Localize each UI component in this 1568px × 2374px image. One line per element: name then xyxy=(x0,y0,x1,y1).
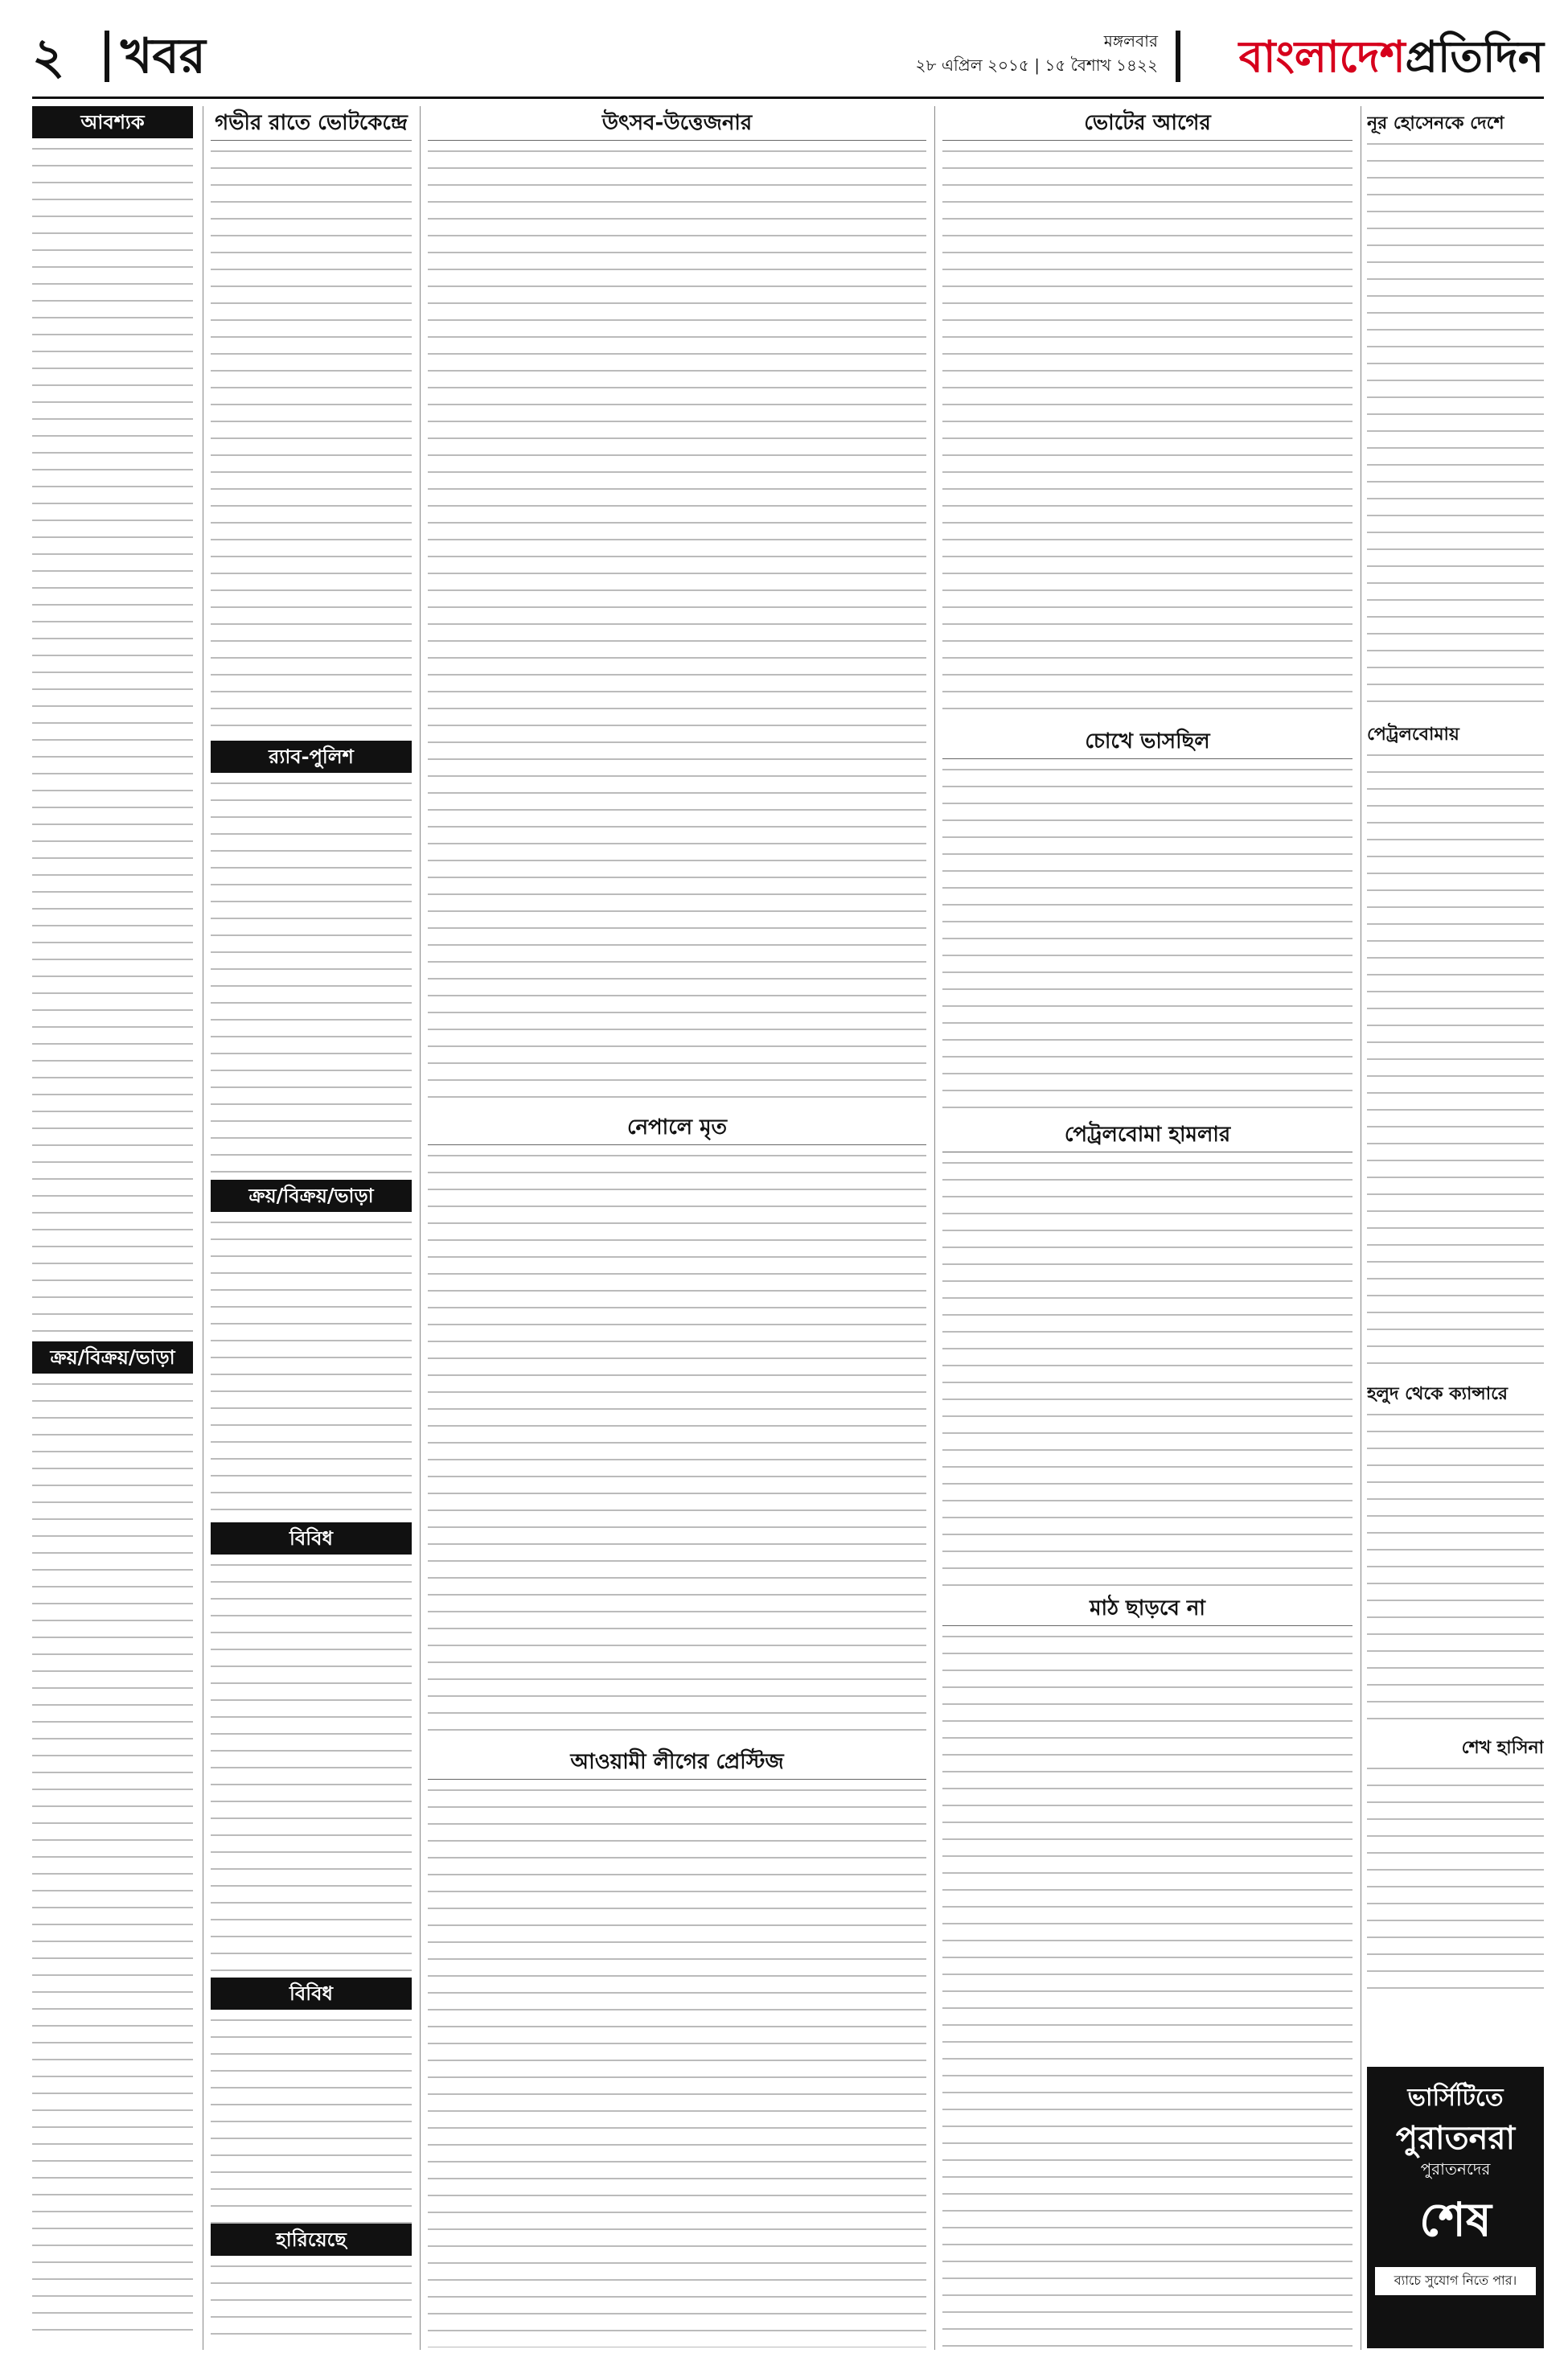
sale2-body xyxy=(211,1217,412,1522)
rab-body xyxy=(211,778,412,1180)
right-center-column xyxy=(942,106,1353,2350)
headline-awami: আওয়ামী লীগের প্রেস্টিজ xyxy=(428,1748,926,1780)
headline-before-vote: ভোটের আগের xyxy=(942,109,1353,141)
headline-petrol-attack: পেট্রলবোমা হামলার xyxy=(942,1121,1353,1152)
headline-leave-field: মাঠ ছাড়বে না xyxy=(942,1595,1353,1626)
festival-body xyxy=(428,146,926,1111)
middle-left-column xyxy=(211,106,412,2350)
headline-nepal: নেপালে মৃত xyxy=(428,1114,926,1145)
masthead-divider-right xyxy=(1176,31,1180,82)
masthead-divider xyxy=(105,31,109,82)
lost-header: হারিয়েছে xyxy=(211,2224,412,2256)
section-title: খবর xyxy=(121,28,206,84)
rab-header: র‍্যাব-পুলিশ xyxy=(211,741,412,773)
misc2-body xyxy=(211,2015,412,2224)
sale-listings xyxy=(32,1378,193,2343)
misc2-header: বিবিধ xyxy=(211,1978,412,2010)
needed-listings xyxy=(32,143,193,1341)
column-rule xyxy=(934,106,935,2350)
misc-body xyxy=(211,1559,412,1978)
headline-sheikh-hasina: শেখ হাসিনা xyxy=(1461,1737,1544,1758)
ad-line-4: শেষ xyxy=(1419,2192,1492,2247)
petrol-attack-body xyxy=(942,1157,1353,1592)
leave-field-body xyxy=(942,1631,1353,2350)
yellow-cancer-body xyxy=(1367,1409,1544,1731)
sheikh-hasina-body xyxy=(1367,1763,1544,2004)
sale-header: ক্রয়/বিক্রয়/ভাড়া xyxy=(32,1341,193,1374)
headline-petrol-bomb: পেট্রলবোমায় xyxy=(1367,724,1459,745)
ad-line-5: ব্যাচে সুযোগ নিতে পার। xyxy=(1375,2267,1536,2295)
page-number: ২ xyxy=(32,27,65,85)
headline-late-night: গভীর রাতে ভোটকেন্দ্রে xyxy=(211,109,412,141)
ad-line-1: ভার্সিটিতে xyxy=(1407,2084,1504,2112)
needed-header: আবশ্যক xyxy=(32,106,193,138)
headline-yellow-cancer: হলুদ থেকে ক্যান্সারে xyxy=(1367,1383,1508,1404)
newspaper-logo xyxy=(1239,24,1544,88)
nepal-body xyxy=(428,1150,926,1745)
sight-danger-body xyxy=(942,764,1353,1118)
coaching-advertisement xyxy=(1367,2067,1544,2348)
lost-body xyxy=(211,2261,412,2350)
ad-line-2: পুরাতনরা xyxy=(1395,2119,1516,2157)
petrol-bomb-body xyxy=(1367,750,1544,1377)
headline-festival: উৎসব-উত্তেজনার xyxy=(428,109,926,141)
ad-line-3: পুরাতনদের xyxy=(1420,2159,1491,2179)
masthead-rule xyxy=(32,97,1544,99)
classifieds-column xyxy=(32,106,193,2350)
issue-date xyxy=(915,29,1158,77)
column-rule xyxy=(420,106,421,2350)
center-column xyxy=(428,106,926,2350)
article-body xyxy=(211,146,412,741)
before-vote-body xyxy=(942,146,1353,725)
logo-part-2: প্রতিদিন xyxy=(1405,31,1544,82)
headline-sight-danger: চোখে ভাসছিল xyxy=(942,728,1353,759)
headline-nur-hossain: নূর হোসেনকে দেশে xyxy=(1367,113,1504,133)
masthead xyxy=(32,24,1544,88)
issue-date-text: ২৮ এপ্রিল ২০১৫ | ১৫ বৈশাখ ১৪২২ xyxy=(915,55,1158,75)
issue-day: মঙ্গলবার xyxy=(1103,31,1158,51)
right-column xyxy=(1367,106,1544,2060)
nur-hossain-body xyxy=(1367,138,1544,717)
logo-part-1: বাংলাদেশ xyxy=(1238,31,1406,82)
sale2-header: ক্রয়/বিক্রয়/ভাড়া xyxy=(211,1180,412,1212)
awami-body xyxy=(428,1785,926,2347)
misc-header: বিবিধ xyxy=(211,1522,412,1555)
